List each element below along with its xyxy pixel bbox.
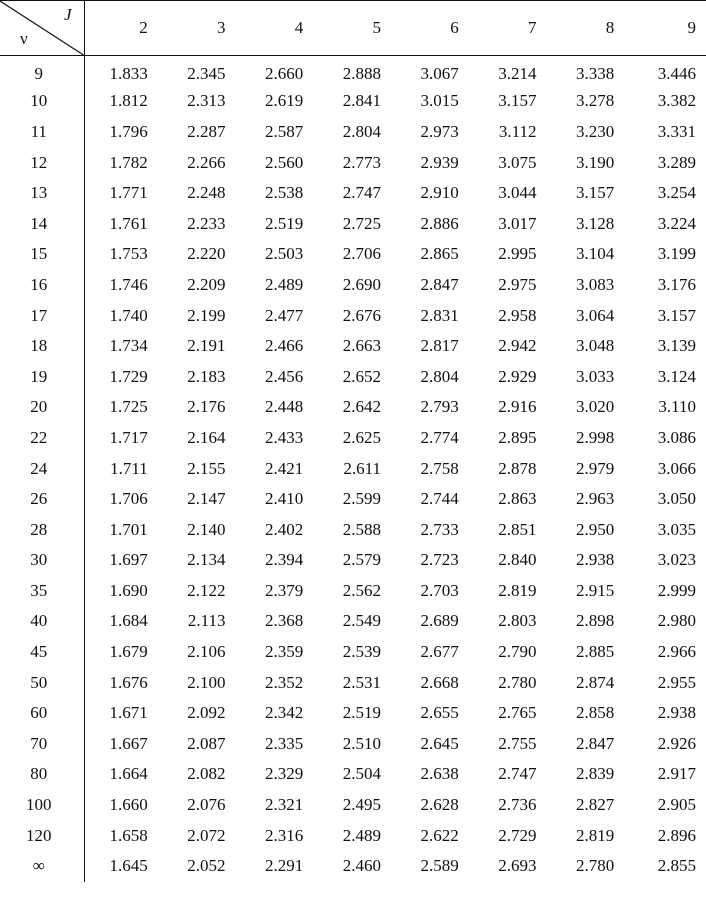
table-row (0, 545, 706, 576)
table-cell: 2.758 (420, 458, 459, 478)
table-cell: 2.660 (265, 64, 304, 84)
table-row (0, 300, 706, 331)
row-header: 22 (0, 423, 84, 454)
table-cell: 2.780 (576, 856, 615, 876)
table-cell: 2.652 (342, 366, 381, 386)
table-cell: 2.134 (187, 550, 226, 570)
table-row (0, 453, 706, 484)
table-cell: 2.291 (265, 856, 304, 876)
row-header: 40 (0, 606, 84, 637)
table-cell: 2.793 (420, 397, 459, 417)
table-cell: 2.706 (342, 244, 381, 264)
table-cell: 2.827 (576, 795, 615, 815)
table-cell: 2.747 (342, 183, 381, 203)
table-cell: 2.587 (265, 121, 304, 141)
row-header: 17 (0, 300, 84, 331)
table-cell: 2.840 (498, 550, 537, 570)
table-cell: 2.905 (657, 795, 696, 815)
table-cell: 2.076 (187, 795, 226, 815)
table-cell: 3.224 (657, 213, 696, 233)
row-header: 80 (0, 759, 84, 790)
table-cell: 2.898 (576, 611, 615, 631)
row-header: 24 (0, 453, 84, 484)
table-cell: 2.082 (187, 764, 226, 784)
table-cell: 1.717 (109, 427, 148, 447)
table-cell: 2.979 (576, 458, 615, 478)
table-row (0, 239, 706, 270)
table-cell: 2.155 (187, 458, 226, 478)
table-cell: 2.072 (187, 825, 226, 845)
table-cell: 2.549 (342, 611, 381, 631)
table-cell: 2.804 (420, 366, 459, 386)
row-header: 15 (0, 239, 84, 270)
table-cell: 2.539 (342, 642, 381, 662)
table-cell: 2.562 (342, 580, 381, 600)
table-cell: 2.855 (657, 856, 696, 876)
table-row (0, 331, 706, 362)
table-cell: 2.106 (187, 642, 226, 662)
table-cell: 2.087 (187, 733, 226, 753)
table-cell: 1.645 (109, 856, 148, 876)
table-cell: 3.066 (657, 458, 696, 478)
table-cell: 2.886 (420, 213, 459, 233)
table-cell: 3.157 (576, 183, 615, 203)
table-cell: 2.929 (498, 366, 537, 386)
table-cell: 2.999 (657, 580, 696, 600)
table-cell: 2.916 (498, 397, 537, 417)
table-cell: 2.888 (342, 64, 381, 84)
table-cell: 2.841 (342, 91, 381, 111)
table-cell: 2.998 (576, 427, 615, 447)
table-cell: 2.938 (576, 550, 615, 570)
table-cell: 1.746 (109, 274, 148, 294)
table-cell: 2.510 (342, 733, 381, 753)
table-cell: 1.711 (110, 458, 148, 478)
table-cell: 2.433 (265, 427, 304, 447)
row-header: 60 (0, 698, 84, 729)
table-cell: 1.729 (109, 366, 148, 386)
table-cell: 1.658 (109, 825, 148, 845)
table-cell: 2.915 (576, 580, 615, 600)
table-cell: 2.910 (420, 183, 459, 203)
table-cell: 2.803 (498, 611, 537, 631)
table-cell: 3.035 (657, 519, 696, 539)
table-cell: 2.589 (420, 856, 459, 876)
table-cell: 3.446 (657, 64, 696, 84)
table-cell: 2.287 (187, 121, 226, 141)
table-cell: 2.955 (657, 672, 696, 692)
row-header: 30 (0, 545, 84, 576)
table-cell: 3.050 (657, 489, 696, 509)
table-cell: 1.761 (109, 213, 148, 233)
row-header: 10 (0, 86, 84, 117)
table-cell: 2.744 (420, 489, 459, 509)
table-cell: 2.689 (420, 611, 459, 631)
row-header: 45 (0, 637, 84, 668)
table-cell: 2.335 (265, 733, 304, 753)
table-cell: 2.183 (187, 366, 226, 386)
table-cell: 3.083 (576, 274, 615, 294)
row-header: 26 (0, 484, 84, 515)
table-cell: 1.676 (109, 672, 148, 692)
table-cell: 2.851 (498, 519, 537, 539)
table-cell: 1.667 (109, 733, 148, 753)
table-cell: 2.780 (498, 672, 537, 692)
table-row (0, 606, 706, 637)
table-row (0, 698, 706, 729)
table-cell: 2.677 (420, 642, 459, 662)
table-cell: 1.734 (109, 336, 148, 356)
table-cell: 3.067 (420, 64, 459, 84)
table-cell: 2.456 (265, 366, 304, 386)
table-row (0, 147, 706, 178)
table-cell: 2.368 (265, 611, 304, 631)
table-cell: 2.199 (187, 305, 226, 325)
table-cell: 2.421 (265, 458, 304, 478)
row-header: 35 (0, 576, 84, 607)
table-cell: 2.460 (342, 856, 381, 876)
table-cell: 2.321 (265, 795, 304, 815)
table-cell: 2.885 (576, 642, 615, 662)
row-header: 12 (0, 147, 84, 178)
table-row (0, 729, 706, 760)
table-row (0, 637, 706, 668)
table-cell: 2.878 (498, 458, 537, 478)
table-row (0, 514, 706, 545)
table-cell: 2.176 (187, 397, 226, 417)
column-header: 6 (395, 1, 473, 56)
table-cell: 2.402 (265, 519, 304, 539)
table-row (0, 576, 706, 607)
column-header: 5 (317, 1, 395, 56)
table-cell: 2.765 (498, 703, 537, 723)
row-variable-label: ν (20, 29, 28, 48)
table-cell: 2.939 (420, 152, 459, 172)
table-cell: 3.044 (498, 183, 537, 203)
row-header: 11 (0, 117, 84, 148)
table-cell: 3.020 (576, 397, 615, 417)
table-cell: 2.642 (342, 397, 381, 417)
table-cell: 2.448 (265, 397, 304, 417)
table-cell: 1.697 (109, 550, 148, 570)
table-cell: 3.214 (498, 64, 537, 84)
table-cell: 1.753 (109, 244, 148, 264)
table-cell: 3.124 (657, 366, 696, 386)
column-header: 2 (84, 1, 162, 56)
table-row (0, 117, 706, 148)
table-cell: 2.599 (342, 489, 381, 509)
column-header: 7 (473, 1, 551, 56)
table-cell: 2.645 (420, 733, 459, 753)
table-cell: 3.112 (498, 121, 537, 141)
table-cell: 2.723 (420, 550, 459, 570)
row-header: 70 (0, 729, 84, 760)
table-cell: 3.128 (576, 213, 615, 233)
table-cell: 2.164 (187, 427, 226, 447)
table-cell: 2.588 (342, 519, 381, 539)
table-cell: 2.693 (498, 856, 537, 876)
table-cell: 2.819 (576, 825, 615, 845)
table-cell: 2.819 (498, 580, 537, 600)
table-cell: 3.199 (657, 244, 696, 264)
column-header: 9 (628, 1, 706, 56)
table-cell: 1.796 (109, 121, 148, 141)
table-cell: 3.017 (498, 213, 537, 233)
table-cell: 1.782 (109, 152, 148, 172)
row-header: 50 (0, 667, 84, 698)
table-cell: 2.503 (265, 244, 304, 264)
table-cell: 2.755 (498, 733, 537, 753)
table-cell: 2.466 (265, 336, 304, 356)
table-cell: 3.278 (576, 91, 615, 111)
table-cell: 2.858 (576, 703, 615, 723)
table-cell: 2.847 (576, 733, 615, 753)
table-cell: 1.740 (109, 305, 148, 325)
table-cell: 2.804 (342, 121, 381, 141)
table-cell: 2.896 (657, 825, 696, 845)
table-cell: 3.064 (576, 305, 615, 325)
row-header: 13 (0, 178, 84, 209)
table-cell: 3.110 (658, 397, 696, 417)
row-header: 9 (0, 56, 84, 87)
table-cell: 2.619 (265, 91, 304, 111)
table-cell: 2.611 (343, 458, 381, 478)
row-header: 16 (0, 270, 84, 301)
table-cell: 2.519 (265, 213, 304, 233)
table-cell: 3.086 (657, 427, 696, 447)
table-row (0, 484, 706, 515)
table-cell: 2.733 (420, 519, 459, 539)
table-cell: 2.100 (187, 672, 226, 692)
row-header: ∞ (0, 851, 84, 882)
table-cell: 3.157 (657, 305, 696, 325)
table-cell: 2.248 (187, 183, 226, 203)
table-cell: 2.538 (265, 183, 304, 203)
table-cell: 2.504 (342, 764, 381, 784)
table-cell: 2.773 (342, 152, 381, 172)
table-cell: 2.052 (187, 856, 226, 876)
table-cell: 2.352 (265, 672, 304, 692)
table-row (0, 86, 706, 117)
table-cell: 3.139 (657, 336, 696, 356)
table-cell: 2.790 (498, 642, 537, 662)
column-variable-label: J (63, 5, 72, 24)
header-row (0, 1, 706, 56)
table-cell: 2.729 (498, 825, 537, 845)
table-row (0, 270, 706, 301)
table-cell: 2.847 (420, 274, 459, 294)
table-cell: 3.331 (657, 121, 696, 141)
table-cell: 2.519 (342, 703, 381, 723)
table-cell: 2.839 (576, 764, 615, 784)
table-body (0, 56, 706, 882)
table-header (0, 1, 706, 56)
table-cell: 2.379 (265, 580, 304, 600)
table-cell: 2.233 (187, 213, 226, 233)
table-cell: 3.157 (498, 91, 537, 111)
table-cell: 2.774 (420, 427, 459, 447)
table-cell: 1.706 (109, 489, 148, 509)
table-row (0, 667, 706, 698)
table-cell: 2.703 (420, 580, 459, 600)
table-cell: 2.895 (498, 427, 537, 447)
table-cell: 1.701 (109, 519, 148, 539)
table-cell: 2.865 (420, 244, 459, 264)
table-cell: 3.382 (657, 91, 696, 111)
table-cell: 2.958 (498, 305, 537, 325)
table-cell: 2.938 (657, 703, 696, 723)
table-cell: 2.489 (342, 825, 381, 845)
column-header: 4 (240, 1, 318, 56)
table-cell: 2.579 (342, 550, 381, 570)
table-cell: 3.048 (576, 336, 615, 356)
row-header: 100 (0, 790, 84, 821)
table-cell: 2.655 (420, 703, 459, 723)
table-cell: 2.874 (576, 672, 615, 692)
table-cell: 2.410 (265, 489, 304, 509)
table-cell: 2.863 (498, 489, 537, 509)
table-cell: 1.812 (109, 91, 148, 111)
row-header: 19 (0, 361, 84, 392)
table-row (0, 851, 706, 882)
table-cell: 2.973 (420, 121, 459, 141)
table-cell: 2.477 (265, 305, 304, 325)
table-cell: 1.833 (109, 64, 148, 84)
table-cell: 2.209 (187, 274, 226, 294)
table-cell: 2.359 (265, 642, 304, 662)
table-cell: 1.725 (109, 397, 148, 417)
table-cell: 3.254 (657, 183, 696, 203)
table-cell: 2.342 (265, 703, 304, 723)
table-cell: 3.289 (657, 152, 696, 172)
table-cell: 3.190 (576, 152, 615, 172)
table-row (0, 178, 706, 209)
table-cell: 2.191 (187, 336, 226, 356)
table-cell: 2.690 (342, 274, 381, 294)
table-cell: 1.679 (109, 642, 148, 662)
table-cell: 3.015 (420, 91, 459, 111)
table-cell: 3.338 (576, 64, 615, 84)
table-cell: 3.230 (576, 121, 615, 141)
table-row (0, 790, 706, 821)
table-row (0, 423, 706, 454)
table-cell: 2.313 (187, 91, 226, 111)
table-cell: 2.966 (657, 642, 696, 662)
table-row (0, 208, 706, 239)
table-cell: 2.531 (342, 672, 381, 692)
table-cell: 1.660 (109, 795, 148, 815)
table-row (0, 56, 706, 87)
table-cell: 2.747 (498, 764, 537, 784)
table-cell: 1.684 (109, 611, 148, 631)
table-cell: 2.140 (187, 519, 226, 539)
table-cell: 2.638 (420, 764, 459, 784)
table-cell: 2.817 (420, 336, 459, 356)
column-header: 3 (162, 1, 240, 56)
table-cell: 3.075 (498, 152, 537, 172)
table-cell: 2.725 (342, 213, 381, 233)
table-cell: 2.676 (342, 305, 381, 325)
table-cell: 1.664 (109, 764, 148, 784)
table-cell: 2.625 (342, 427, 381, 447)
row-header: 28 (0, 514, 84, 545)
table-cell: 2.394 (265, 550, 304, 570)
column-header: 8 (551, 1, 629, 56)
table-cell: 1.690 (109, 580, 148, 600)
table-cell: 2.495 (342, 795, 381, 815)
table-cell: 3.176 (657, 274, 696, 294)
row-header: 18 (0, 331, 84, 362)
table-cell: 2.622 (420, 825, 459, 845)
table-cell: 2.122 (187, 580, 226, 600)
table-row (0, 392, 706, 423)
table-cell: 2.560 (265, 152, 304, 172)
table-cell: 2.668 (420, 672, 459, 692)
table-row (0, 361, 706, 392)
table-cell: 2.975 (498, 274, 537, 294)
table-cell: 2.663 (342, 336, 381, 356)
corner-cell (0, 1, 84, 56)
table-row (0, 759, 706, 790)
table-cell: 2.736 (498, 795, 537, 815)
table-row (0, 820, 706, 851)
table-cell: 2.266 (187, 152, 226, 172)
table-cell: 1.671 (109, 703, 148, 723)
table-cell: 2.147 (187, 489, 226, 509)
table-cell: 2.942 (498, 336, 537, 356)
table-cell: 1.771 (109, 183, 148, 203)
table-cell: 2.345 (187, 64, 226, 84)
table-cell: 3.023 (657, 550, 696, 570)
table-cell: 2.220 (187, 244, 226, 264)
table-cell: 3.033 (576, 366, 615, 386)
table-cell: 2.980 (657, 611, 696, 631)
table-cell: 2.963 (576, 489, 615, 509)
table-cell: 2.316 (265, 825, 304, 845)
table-cell: 2.628 (420, 795, 459, 815)
table-cell: 2.950 (576, 519, 615, 539)
row-header: 120 (0, 820, 84, 851)
table-cell: 2.831 (420, 305, 459, 325)
row-header: 20 (0, 392, 84, 423)
table-cell: 2.329 (265, 764, 304, 784)
table-cell: 2.917 (657, 764, 696, 784)
table-cell: 2.489 (265, 274, 304, 294)
table-cell: 2.092 (187, 703, 226, 723)
table-cell: 2.995 (498, 244, 537, 264)
table-cell: 2.113 (187, 611, 226, 631)
table-cell: 3.104 (576, 244, 615, 264)
row-header: 14 (0, 208, 84, 239)
table-cell: 2.926 (657, 733, 696, 753)
